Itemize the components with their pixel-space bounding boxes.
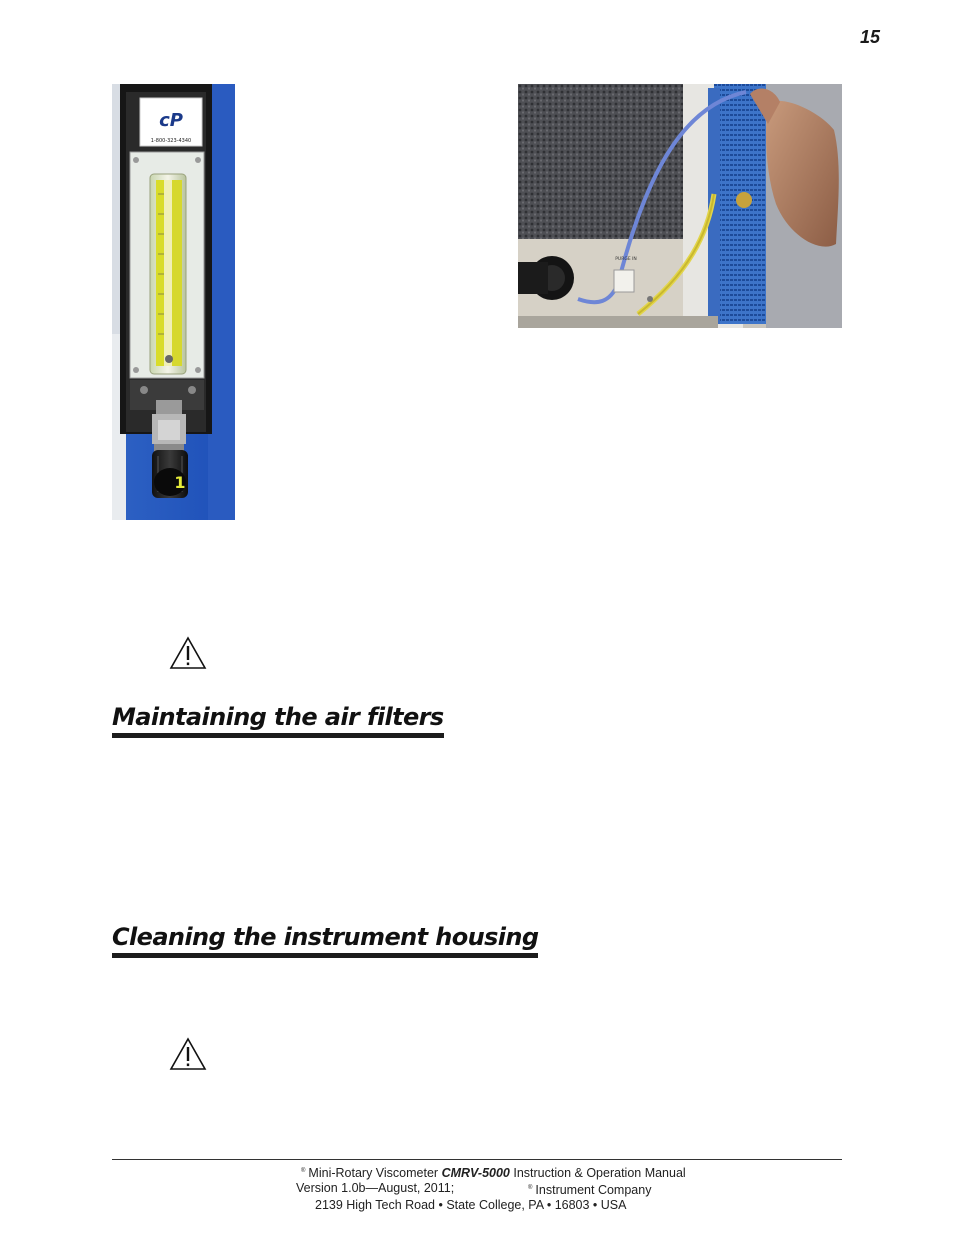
purge-connection-photo — [518, 84, 842, 328]
footer-manual-suffix: Instruction & Operation Manual — [513, 1166, 686, 1180]
svg-text:1: 1 — [174, 473, 186, 492]
registered-mark: ® — [301, 1168, 306, 1174]
section-heading-air-filters: Maintaining the air filters — [112, 702, 444, 738]
footer-company-name: Instrument Company — [535, 1183, 652, 1197]
footer-version: Version 1.0b—August, 2011; — [296, 1181, 455, 1195]
warning-triangle-icon — [168, 635, 208, 671]
footer-divider — [112, 1159, 842, 1160]
svg-text:cP: cP — [159, 110, 183, 131]
page-number: 15 — [860, 27, 881, 47]
registered-mark: ® — [528, 1185, 533, 1191]
footer-manual-title — [301, 1163, 686, 1181]
section-heading-instrument-housing: Cleaning the instrument housing — [112, 922, 538, 958]
footer-address: 2139 High Tech Road • State College, PA • 16803 • USA — [315, 1198, 627, 1212]
flowmeter-photo — [112, 84, 235, 520]
purge-label: PURGE IN — [615, 257, 637, 262]
svg-text:1-800-323-4340: 1-800-323-4340 — [150, 138, 192, 144]
warning-triangle-icon — [168, 1036, 208, 1072]
footer-model: CMRV-5000 — [441, 1166, 510, 1180]
footer-company — [528, 1180, 651, 1198]
footer-product: Mini-Rotary Viscometer — [308, 1166, 439, 1180]
